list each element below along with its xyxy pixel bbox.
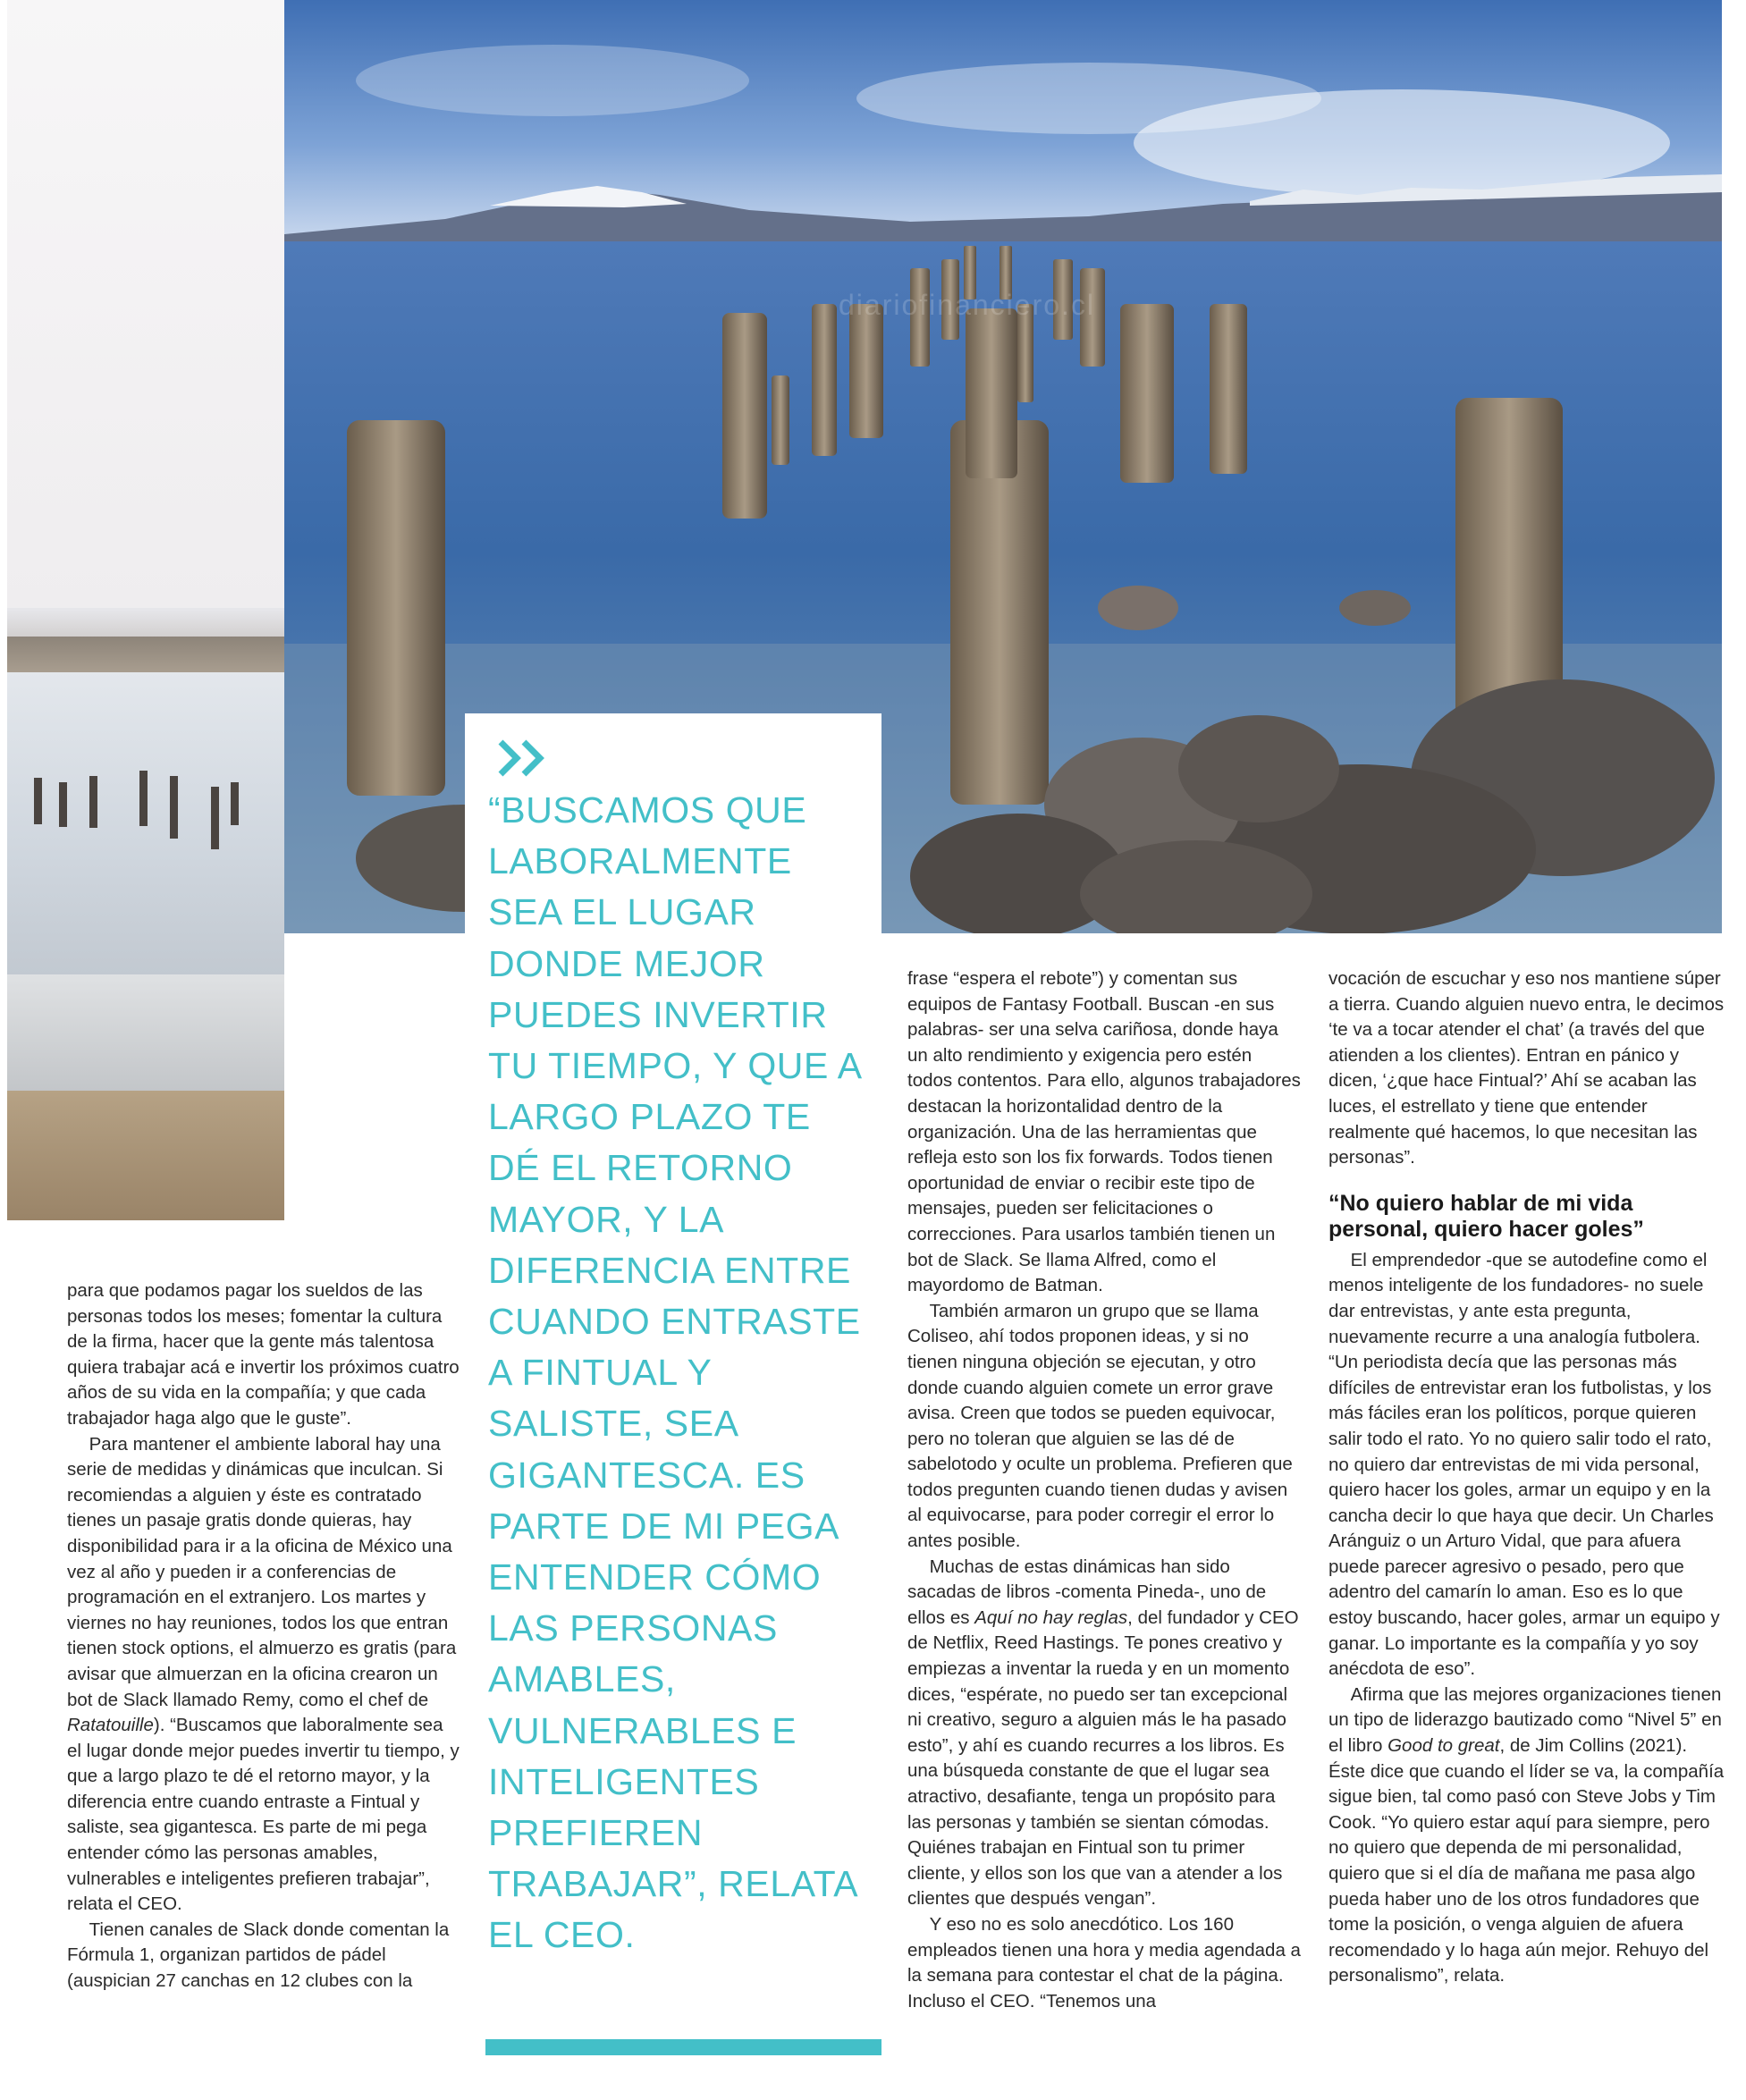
paragraph: Tienen canales de Slack donde comentan la Fórmula 1, organizan partidos de pádel (auspician 27 canchas en 12 clubes con la	[67, 1919, 450, 1992]
article-column-1	[67, 1278, 460, 1995]
paragraph: El emprendedor -que se autodefine como el menos inteligente de los fundadores- no suele dar entrevistas, y ante esta pregunta, nuevamente recurre a una analogía futbolera. “Un periodista decía que las personas más difíciles de entrevistar eran los futbolistas, y los más fáciles eran los políticos, porque quieren salir todo el rato. Yo no quiero salir todo el rato, no quiero dar entrevistas de mi vida personal, quiero hacer los goles, armar un equipo y en la cancha decir lo que haya que decir. Un Charles Aránguiz o un Arturo Vidal, que para afuera puede parecer agresivo o pesado, pero que adentro del camarín lo aman. Eso es lo que estoy buscando, hacer goles, armar un equipo y ganar. Lo importante es la compañía y yo soy anécdota de eso”.	[1328, 1249, 1720, 1680]
pier-post	[231, 782, 239, 825]
paragraph: También armaron un grupo que se llama Coliseo, ahí todos proponen ideas, y si no tienen ninguna objeción se ejecutan, y otro donde cuando alguien comete un error grave avisa. Creen que todos se pueden equivocar, pero no toleran que alguien se las dé de sabelotodo y oculte un problema. Prefieren que todos pregunten cuando tienen dudas y avisen al equivocarse, para poder corregir el error lo antes posible.	[907, 1300, 1293, 1552]
overexposed-sky	[7, 0, 284, 608]
paragraph: para que podamos pagar los sueldos de las personas todos los meses; fomentar la cultura de la firma, hacer que la gente más talentosa quiera trabajar acá e invertir los próximos cuatro años de su vida en la compañía; y que cada trabajador haga algo que le guste”.	[67, 1280, 460, 1429]
pier-post	[139, 771, 148, 826]
section-heading: “No quiero hablar de mi vida personal, quiero hacer goles”	[1328, 1190, 1644, 1242]
italic-title: Ratatouille	[67, 1715, 154, 1736]
article-column-2	[907, 966, 1301, 2014]
pier-post	[170, 776, 178, 839]
left-pier-photo	[7, 0, 284, 1220]
pier-post	[89, 776, 97, 828]
paragraph: Para mantener el ambiente laboral hay una serie de medidas y dinámicas que inculcan. Si recomiendas a alguien y éste es contratado tienes un pasaje gratis donde quieras, hay disponibilidad para ir a la oficina de México una vez al año y pueden ir a conferencias de programación en el extranjero. Los martes y viernes no hay reuniones, todos los que entran tienen stock options, el almuerzo es gratis (para avisar que almuerzan en la oficina crearon un bot de Slack llamado Remy, como el chef de Ratatouille). “Buscamos que laboralmente sea el lugar donde mejor puedes invertir tu tiempo, y que a largo plazo te dé el retorno mayor, y la diferencia entre cuando entraste a Fintual y saliste, sea gigantesca. Es parte de mi pega entender cómo las personas amables, vulnerables e inteligentes prefieren trabajar”, relata el CEO.	[67, 1433, 460, 1915]
quote-accent-bar	[485, 2039, 881, 2055]
concrete-wall	[7, 974, 284, 1091]
paragraph: frase “espera el rebote”) y comentan sus equipos de Fantasy Football. Buscan -en sus palabras- ser una selva cariñosa, donde haya un alto rendimiento y exigencia pero estén todos contentos. Para ello, algunos trabajadores destacan la horizontalidad dentro de la organización. Una de las herramientas que refleja esto son los fix forwards. Todos tienen oportunidad de enviar o recibir este tipo de mensajes, pueden ser felicitaciones o correcciones. Para usarlos también tienen un bot de Slack. Se llama Alfred, como el mayordomo de Batman.	[907, 968, 1301, 1296]
paragraph: vocación de escuchar y eso nos mantiene súper a tierra. Cuando alguien nuevo entra, le decimos ‘te va a tocar atender el chat’ (a través del que atienden a los clientes). Entran en pánico y dicen, ‘¿que hace Fintual?’ Ahí se acaban las luces, el estrellato y tiene que entender realmente qué hacemos, lo que necesitan las personas”.	[1328, 968, 1725, 1168]
pull-quote-panel	[465, 713, 881, 2056]
stone-ground	[7, 1091, 284, 1220]
distant-shore	[7, 637, 284, 672]
italic-title: Good to great	[1388, 1735, 1500, 1757]
pier-post	[211, 787, 219, 849]
pier-post	[59, 782, 67, 827]
double-chevron-right-icon	[497, 738, 551, 778]
pier-post	[34, 778, 42, 824]
paragraph: Afirma que las mejores organizaciones tienen un tipo de liderazgo bautizado como “Nivel 5” en el libro Good to great, de Jim Collins (2021). Éste dice que cuando el líder se va, la compañía sigue bien, tal como pasó con Steve Jobs y Tim Cook. “Yo quiero estar aquí para siempre, pero no quiero que dependa de mi personalidad, quiero que si el día de mañana me pasa algo pueda haber uno de los otros fundadores que tome la posición, o venga alguien de afuera recomendado y lo haga aún mejor. Rehuyo del personalismo”, relata.	[1328, 1683, 1725, 1986]
pull-quote-text: “BUSCAMOS QUE LABORALMENTE SEA EL LUGAR DONDE MEJOR PUEDES INVERTIR TU TIEMPO, Y QUE A LARGO PLAZO TE DÉ EL RETORNO MAYOR, Y LA DIFERENCIA ENTRE CUANDO ENTRASTE A FINTUAL Y SALISTE, SEA GIGANTESCA. ES PARTE DE MI PEGA ENTENDER CÓMO LAS PERSONAS AMABLES, VULNERABLES E INTELIGENTES PREFIEREN TRABAJAR”, RELATA EL CEO.	[488, 789, 861, 1956]
italic-title: Aquí no hay reglas	[974, 1607, 1128, 1628]
paragraph: Muchas de estas dinámicas han sido sacadas de libros -comenta Pineda-, uno de ellos es Aquí no hay reglas, del fundador y CEO de Netflix, Reed Hastings. Te pones creativo y empiezas a inventar la rueda y en un momento dices, “espérate, no puedo ser tan excepcional ni creativo, seguro a alguien más le ha pasado esto”, y ahí es cuando recurres a los libros. Es una búsqueda constante de que el lugar sea atractivo, desafiante, tenga un propósito para las personas y también se sientan cómodas. Quiénes trabajan en Fintual son tu primer cliente, y ellos son los que van a atender a los clientes que después vengan”.	[907, 1556, 1299, 1910]
article-column-3	[1328, 966, 1726, 1989]
photo-watermark: diariofinanciero.cl	[839, 289, 1096, 321]
paragraph: Y eso no es solo anecdótico. Los 160 empleados tienen una hora y media agendada a la semana para contestar el chat de la página. Incluso el CEO. “Tenemos una	[907, 1913, 1301, 2011]
